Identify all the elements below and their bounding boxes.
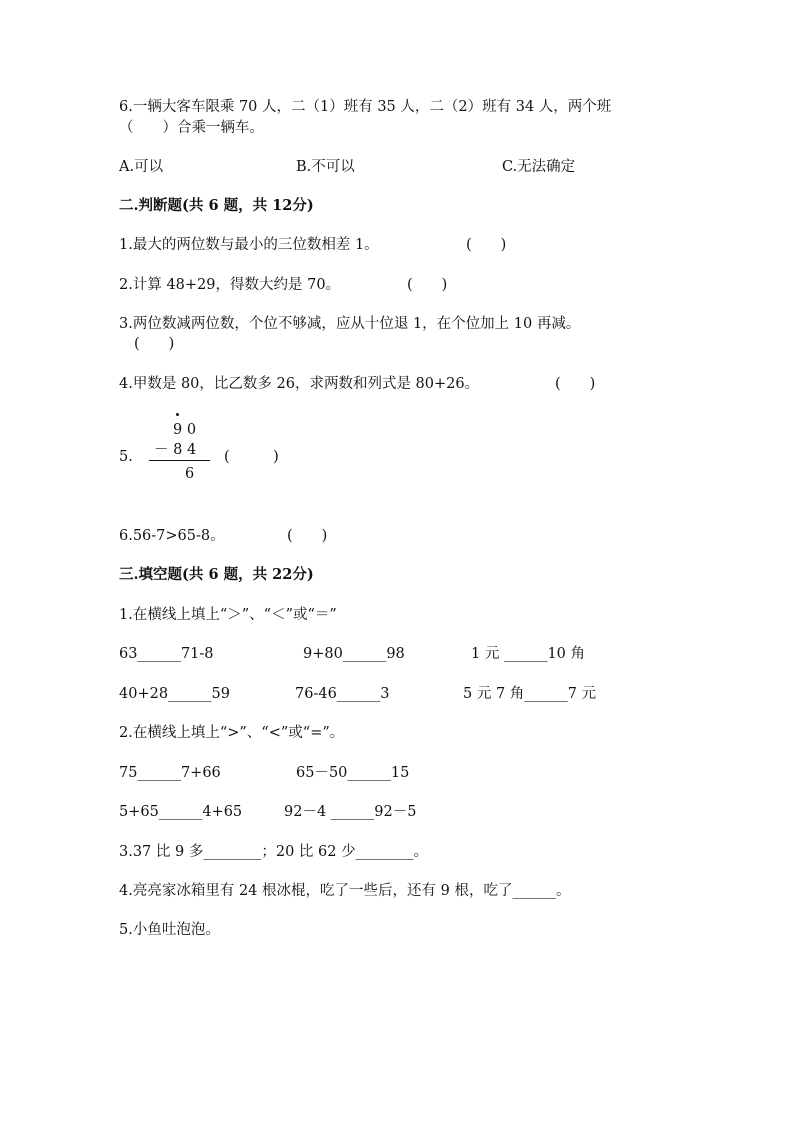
fill-q1-r1-c1: 63______71-8 [119,646,214,662]
fill-q1-title: 1.在横线上填上“＞”、“＜”或“＝” [119,607,337,623]
fill-q1-r2-c1: 40+28______59 [119,686,231,702]
vertical-bar [149,460,210,461]
judge-q5-paren: ( ) [224,449,279,465]
judge-q4: 4.甲数是 80，比乙数多 26，求两数和列式是 80+26。 [119,376,480,392]
fill-q2-r1-c1: 75______7+66 [119,765,221,781]
judge-q1: 1.最大的两位数与最小的三位数相差 1。 [119,237,379,253]
borrow-dot [176,413,179,416]
judge-q2-paren: ( ) [407,277,448,293]
judge-q6-paren: ( ) [287,528,328,544]
judge-q2: 2.计算 48+29，得数大约是 70。 [119,277,341,293]
fill-q2-r2-c2: 92－4 ______92－5 [284,804,417,820]
question-6-line-1: 6.一辆大客车限乘 70 人，二（1）班有 35 人，二（2）班有 34 人，两个班 [119,99,612,115]
fill-q3: 3.37 比 9 多________；20 比 62 少________。 [119,844,429,860]
vertical-minuend: 9 0 [173,422,197,438]
judge-q3-paren: ( ) [134,336,175,352]
fill-q1-r1-c3: 1 元 ______10 角 [471,646,586,662]
section-3-heading: 三.填空题(共 6 题，共 22分) [119,566,314,583]
fill-q1-r2-c2: 76-46______3 [295,686,390,702]
judge-q1-paren: ( ) [466,237,507,253]
fill-q2-title: 2.在横线上填上“>”、“<”或“=”。 [119,725,345,741]
vertical-result: 6 [185,466,195,482]
fill-q1-r1-c2: 9+80______98 [303,646,405,662]
judge-q3: 3.两位数减两位数，个位不够减，应从十位退 1，在个位加上 10 再减。 [119,316,581,332]
question-6-line-2: （ ）合乘一辆车。 [119,120,264,136]
judge-q6: 6.56-7>65-8。 [119,528,225,544]
judge-q4-paren: ( ) [555,376,596,392]
section-2-heading: 二.判断题(共 6 题，共 12分) [119,197,314,214]
judge-q5-label: 5. [119,449,133,465]
fill-q5: 5.小鱼吐泡泡。 [119,922,220,938]
fill-q2-r2-c1: 5+65______4+65 [119,804,243,820]
fill-q1-r2-c3: 5 元 7 角______7 元 [463,686,597,702]
option-c: C.无法确定 [502,159,576,175]
fill-q4: 4.亮亮家冰箱里有 24 根冰棍，吃了一些后，还有 9 根，吃了______。 [119,883,571,899]
vertical-subtrahend: － 8 4 [154,442,197,458]
fill-q2-r1-c2: 65－50______15 [296,765,410,781]
option-a: A.可以 [119,159,164,175]
option-b: B.不可以 [296,159,355,175]
